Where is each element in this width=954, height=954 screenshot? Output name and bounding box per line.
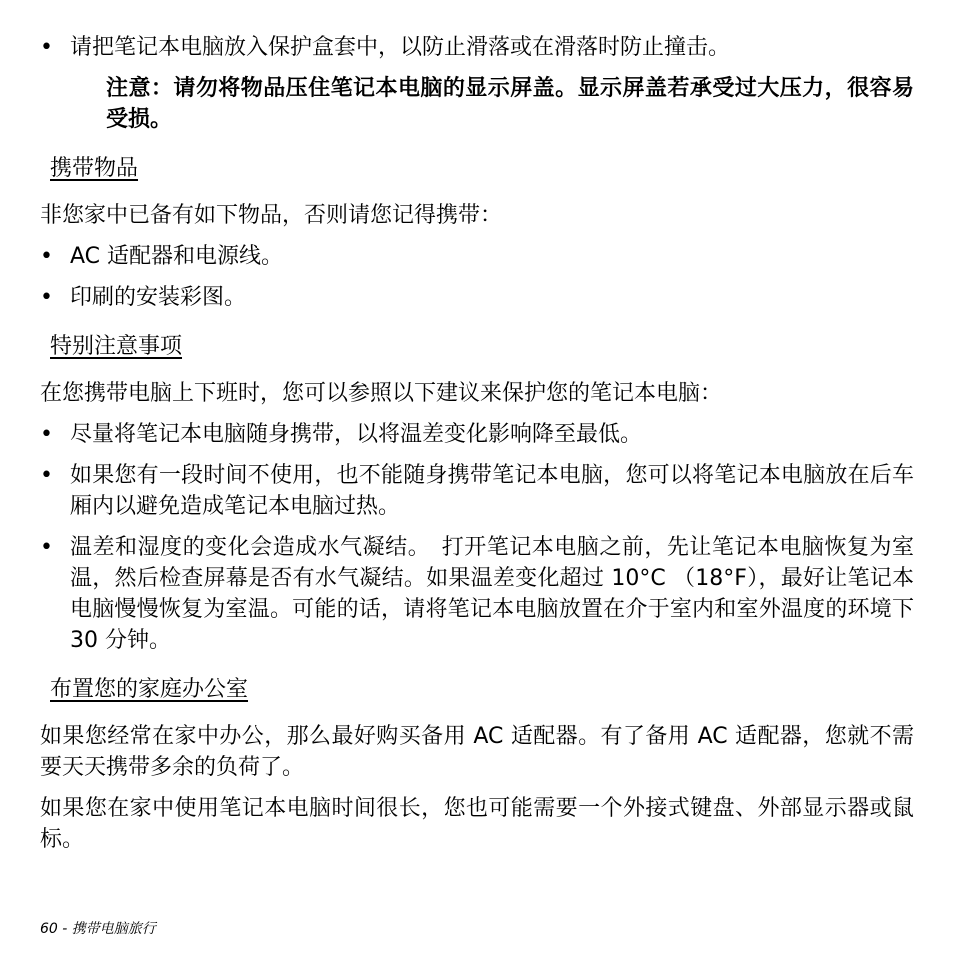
heading-home-office: 布置您的家庭办公室 [50,677,249,702]
special-item: • 如果您有一段时间不使用，也不能随身携带笔记本电脑，您可以将笔记本电脑放在后车厢内以避免造成笔记本电脑过热。 [40,460,914,522]
heading-special-notes: 特别注意事项 [50,334,183,359]
special-item: • 尽量将笔记本电脑随身携带，以将温差变化影响降至最低。 [40,419,914,450]
intro-bullet: • 请把笔记本电脑放入保护盒套中，以防止滑落或在滑落时防止撞击。 [40,32,914,63]
special-lead: 在您携带电脑上下班时，您可以参照以下建议来保护您的笔记本电脑： [40,381,723,406]
carry-item: • AC 适配器和电源线。 [40,241,914,272]
page-footer: 60 - 携带电脑旅行 [40,921,156,937]
carry-item: • 印刷的安装彩图。 [40,282,914,313]
heading-carry-items: 携带物品 [50,156,139,181]
special-item: • 温差和湿度的变化会造成水气凝结。 打开笔记本电脑之前，先让笔记本电脑恢复为室温，然后检查屏幕是否有水气凝结。如果温差变化超过 10°C （18°F），最好让笔记本电脑慢慢恢复为室温。可能的话，请将笔记本电脑放置在介于室内和室外温度的环境下 30 分钟。 [40,532,914,656]
office-paragraph: 如果您在家中使用笔记本电脑时间很长，您也可能需要一个外接式键盘、外部显示器或鼠标。 [40,796,914,852]
carry-lead: 非您家中已备有如下物品，否则请您记得携带： [40,203,503,228]
document-page [40,32,914,865]
intro-note: 注意：请勿将物品压住笔记本电脑的显示屏盖。显示屏盖若承受过大压力，很容易受损。 [106,76,914,132]
office-paragraph: 如果您经常在家中办公，那么最好购买备用 AC 适配器。有了备用 AC 适配器，您就不需要天天携带多余的负荷了。 [40,724,914,780]
